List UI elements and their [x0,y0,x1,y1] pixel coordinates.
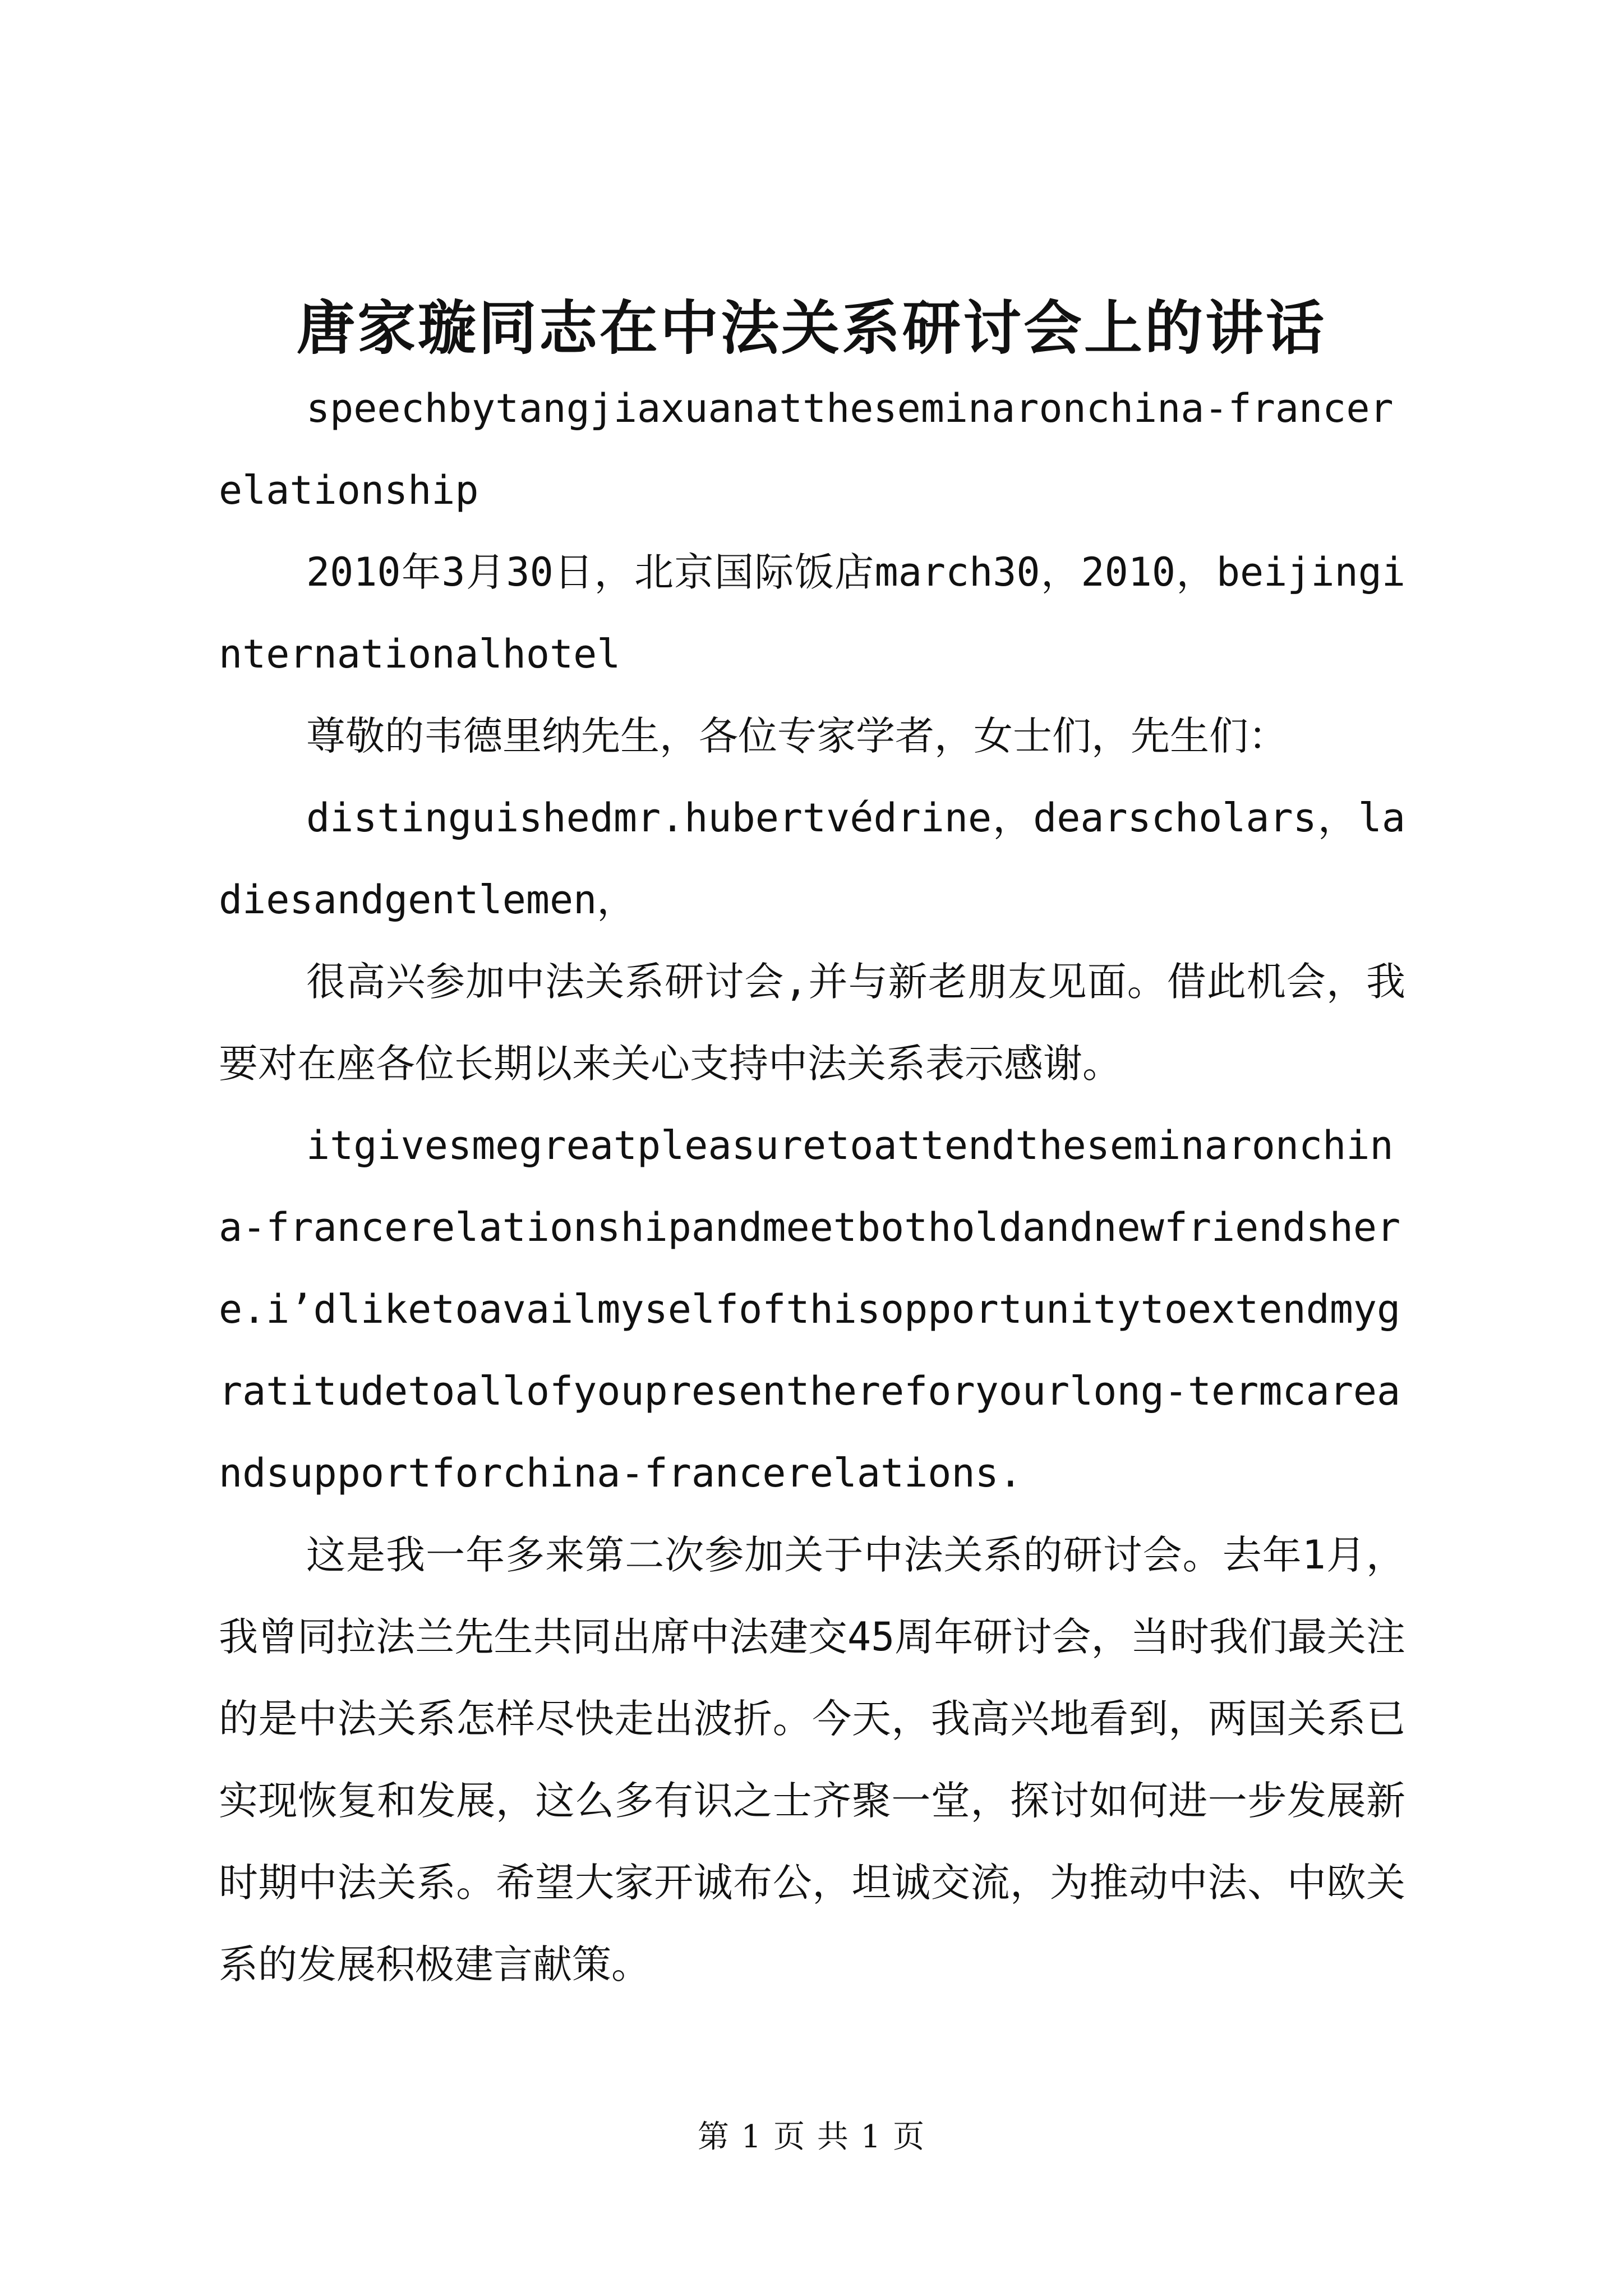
page-footer: 第 1 页 共 1 页 [697,2119,926,2155]
paragraph-greeting-zh: 很高兴参加中法关系研讨会,并与新老朋友见面。借此机会，我要对在座各位长期以来关心支持中法关系表示感谢。 [219,959,1405,1087]
paragraph-salutation-zh: 尊敬的韦德里纳先生，各位专家学者，女士们，先生们： [306,713,1288,759]
document-title: 唐家璇同志在中法关系研讨会上的讲话 [296,293,1326,362]
paragraph-salutation-en: distinguishedmr.hubertvédrine，dearscholars，ladiesandgentlemen， [219,795,1405,923]
paragraph-date-venue: 2010年3月30日，北京国际饭店march30，2010，beijinginternationalhotel [219,549,1405,677]
paragraph-greeting-en: itgivesmegreatpleasuretoattendtheseminaronchina-francerelationshipandmeetbotholdandnewfriendshere.i’dliketoavailmyselfofthisopportunitytoextendmygratitudetoallofyoupresenthereforyourlong-termcareandsupportforchina-francerelations. [219,1122,1401,1496]
paragraph-second-seminar-zh: 这是我一年多来第二次参加关于中法关系的研讨会。去年1月，我曾同拉法兰先生共同出席中法建交45周年研讨会，当时我们最关注的是中法关系怎样尽快走出波折。今天，我高兴地看到，两国关系已实现恢复和发展，这么多有识之士齐聚一堂，探讨如何进一步发展新时期中法关系。希望大家开诚布公，坦诚交流，为推动中法、中欧关系的发展积极建言献策。 [219,1532,1405,1987]
document-body [219,367,1405,2005]
paragraph-english-title: speechbytangjiaxuanattheseminaronchina-francerelationship [219,385,1394,513]
